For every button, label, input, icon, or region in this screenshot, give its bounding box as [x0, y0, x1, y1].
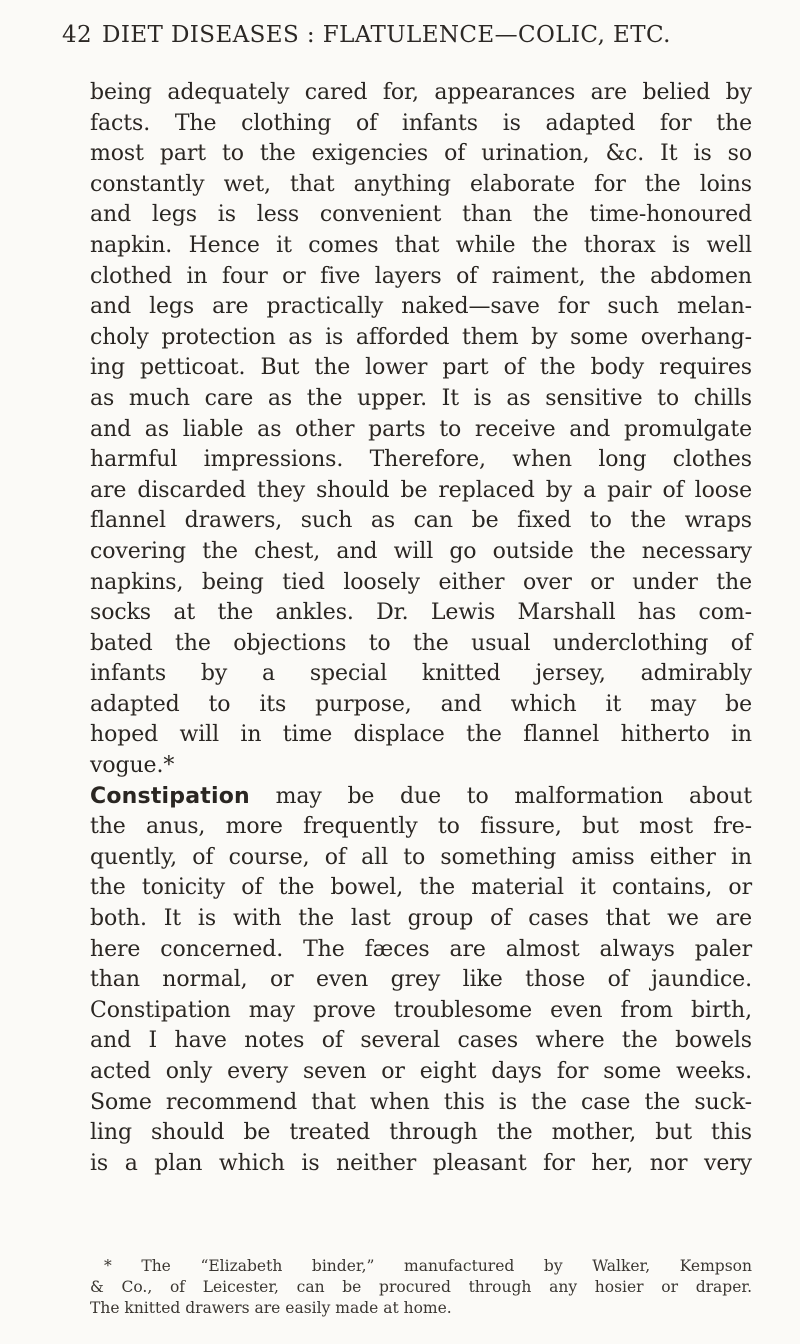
page-number: 42: [62, 22, 93, 48]
body-text: [90, 78, 752, 1179]
footnote-line: The knitted drawers are easily made at home.: [90, 1299, 452, 1317]
text-line: harmful impressions. Therefore, when long clothes: [90, 447, 752, 473]
footnote-line: & Co., of Leicester, can be procured through any hosier or draper.: [90, 1278, 752, 1296]
text-line: and legs are practically naked—save for such melan-: [90, 294, 752, 320]
text-line: napkin. Hence it comes that while the thorax is well: [90, 232, 752, 258]
text-line: as much care as the upper. It is as sensitive to chills: [90, 385, 752, 411]
paragraph-constipation: [90, 782, 752, 1180]
text-line: bated the objections to the usual underclothing of: [90, 630, 752, 656]
run-in-heading: Constipation: [90, 783, 250, 809]
text-line: flannel drawers, such as can be fixed to the wraps: [90, 508, 752, 534]
text-line: napkins, being tied loosely either over or under the: [90, 569, 752, 595]
text-line: constantly wet, that anything elaborate for the loins: [90, 171, 752, 197]
text-line: here concerned. The fæces are almost always paler: [90, 936, 752, 962]
text-line: infants by a special knitted jersey, admirably: [90, 661, 752, 687]
text-line: most part to the exigencies of urination, &c. It is so: [90, 141, 752, 167]
text-line: are discarded they should be replaced by a pair of loose: [90, 477, 752, 503]
text-line: choly protection as is afforded them by some overhang-: [90, 324, 752, 350]
text-line: Constipation may prove troublesome even from birth,: [90, 997, 752, 1023]
text-line: and as liable as other parts to receive and promulgate: [90, 416, 752, 442]
text-line: facts. The clothing of infants is adapted for the: [90, 110, 752, 136]
text-line: and I have notes of several cases where the bowels: [90, 1028, 752, 1054]
text-line: the anus, more frequently to fissure, but most fre-: [90, 814, 752, 840]
footnote: [90, 1256, 752, 1319]
text-line: adapted to its purpose, and which it may be: [90, 691, 752, 717]
text-line: than normal, or even grey like those of jaundice.: [90, 967, 752, 993]
text-line: ling should be treated through the mother, but this: [90, 1120, 752, 1146]
running-title: DIET DISEASES : FLATULENCE—COLIC, ETC.: [102, 22, 671, 48]
footnote-line: * The “Elizabeth binder,” manufactured by Walker, Kempson: [104, 1257, 752, 1275]
text-line: ing petticoat. But the lower part of the body requires: [90, 355, 752, 381]
text-line: both. It is with the last group of cases that we are: [90, 906, 752, 932]
text-line: covering the chest, and will go outside the necessary: [90, 538, 752, 564]
paragraph-underclothing: [90, 78, 752, 782]
text-line: [90, 782, 752, 813]
text-line: is a plan which is neither pleasant for her, nor very: [90, 1150, 752, 1176]
text-line: acted only every seven or eight days for some weeks.: [90, 1059, 752, 1084]
running-head: [62, 22, 752, 58]
text-line: hoped will in time displace the flannel hitherto in: [90, 722, 752, 748]
text-line: clothed in four or five layers of raiment, the abdomen: [90, 263, 752, 289]
text-line: Some recommend that when this is the case the suck-: [90, 1089, 752, 1115]
text-line: the tonicity of the bowel, the material it contains, or: [90, 875, 752, 901]
text-line: vogue.*: [90, 753, 175, 779]
text-line: and legs is less convenient than the time-honoured: [90, 202, 752, 228]
text-line: quently, of course, of all to something amiss either in: [90, 844, 752, 870]
text-line-rest: may be due to malformation about: [249, 783, 752, 809]
text-line: socks at the ankles. Dr. Lewis Marshall has com-: [90, 600, 752, 626]
text-line: being adequately cared for, appearances are belied by: [90, 80, 752, 105]
